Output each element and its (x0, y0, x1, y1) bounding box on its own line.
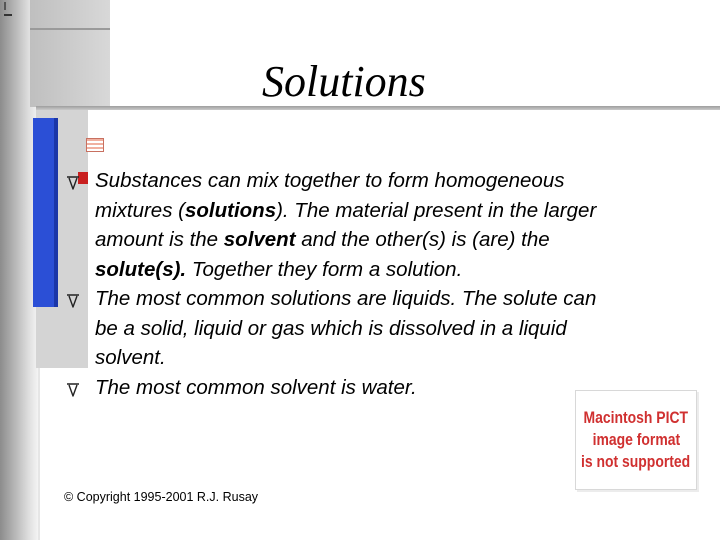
hollow-triangle-bullet-icon (62, 284, 84, 314)
bullet-item (62, 284, 622, 373)
hollow-triangle-bullet-icon (62, 166, 84, 196)
slide-title: Solutions (262, 57, 426, 106)
bullet-text: Substances can mix together to form homogeneous mixtures ( (95, 169, 565, 222)
bullet-text: Together they form a solution. (186, 257, 463, 281)
corner-dash-mark (4, 14, 12, 16)
bullet-text: ). The material present in the larger amount is the (95, 198, 597, 251)
copyright-footer: © Copyright 1995-2001 R.J. Rusay (64, 490, 259, 504)
bullet-text: The most common solvent is water. (95, 375, 417, 399)
top-left-grey-line (30, 28, 110, 30)
striped-graphic-icon (86, 138, 104, 152)
bold-term: solute(s). (95, 257, 187, 281)
bullet-item (62, 166, 622, 284)
bullet-text: The most common solutions are liquids. The solute can be a solid, liquid or gas which is dissolved in a liquid solvent. (95, 287, 597, 369)
corner-tick-mark (4, 2, 6, 10)
top-left-grey-block (30, 0, 110, 107)
blue-accent-bar (33, 118, 54, 307)
placeholder-line-3: is not supported (581, 452, 691, 471)
blue-accent-bar-shade (54, 118, 58, 307)
bullet-list (62, 166, 622, 402)
hollow-triangle-bullet-icon (62, 373, 84, 403)
bullet-text: and the other(s) is (are) the (295, 228, 550, 251)
placeholder-line-1: Macintosh PICT (583, 408, 689, 427)
placeholder-line-2: image format (592, 430, 680, 449)
bold-term: solutions (184, 198, 277, 222)
unsupported-image-placeholder (575, 390, 697, 490)
bullet-item (62, 373, 622, 403)
bold-term: solvent (223, 228, 296, 251)
